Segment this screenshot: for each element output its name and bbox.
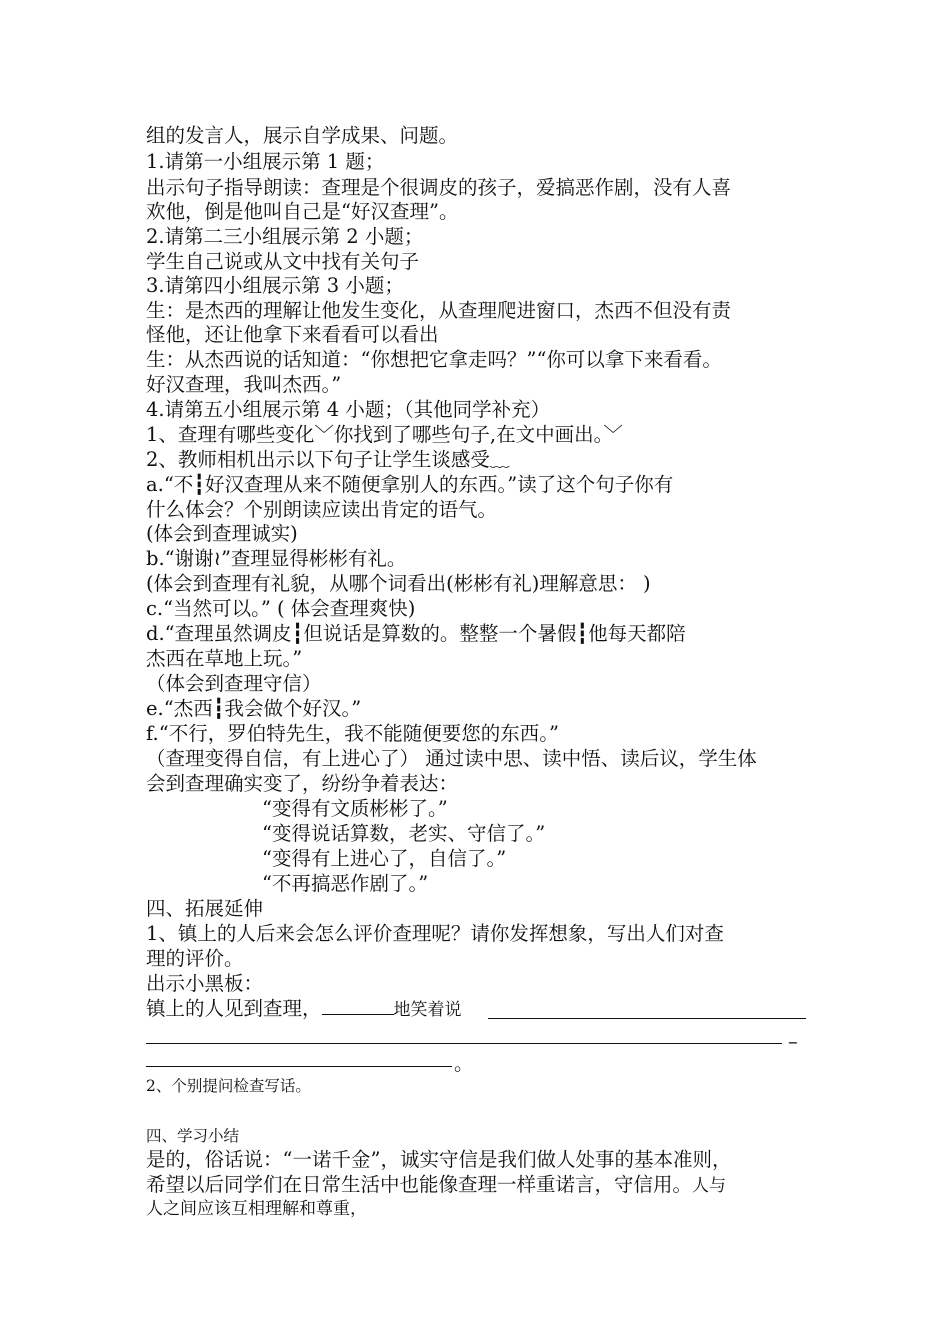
text-line: (体会到查理诚实) xyxy=(146,522,298,545)
quote-line: “变得说话算数，老实、守信了。” xyxy=(262,822,546,845)
fill-in-middle: 地笑着说 xyxy=(393,1000,462,1020)
text-line: 欢他，倒是他叫自己是“好汉查理”。 xyxy=(146,200,459,223)
text-line: 生：是杰西的理解让他发生变化，从查理爬进窗口，杰西不但没有责 xyxy=(146,299,732,322)
dash-mark: – xyxy=(788,1030,798,1053)
fill-in-lead: 镇上的人见到查理， xyxy=(146,997,322,1020)
text-line: a.“不┇好汉查理从来不随便拿别人的东西。”读了这个句子你有 xyxy=(146,473,674,496)
text-line: e.“杰西┇我会做个好汉。” xyxy=(146,697,362,720)
text-line: 1、镇上的人后来会怎么评价查理呢？请你发挥想象，写出人们对查 xyxy=(146,922,724,945)
end-mark: 。 xyxy=(454,1052,474,1075)
text-line: 什么体会？个别朗读应读出肯定的语气。 xyxy=(146,498,498,521)
text-line: 出示小黑板： xyxy=(146,972,264,995)
text-line: 是的，俗话说：“一诺千金”，诚实守信是我们做人处事的基本准则， xyxy=(146,1148,732,1171)
text-line: 杰西在草地上玩。” xyxy=(146,647,303,670)
text-line: 1、查理有哪些变化﹀你找到了哪些句子,在文中画出。﹀ xyxy=(146,423,623,446)
section-heading: 四、学习小结 xyxy=(146,1127,240,1145)
answer-blank xyxy=(146,1066,452,1067)
text-line: d.“查理虽然调皮┇但说话是算数的。整整一个暑假┇他每天都陪 xyxy=(146,622,686,645)
answer-blank xyxy=(488,1018,806,1019)
text-line: c.“当然可以。” ( 体会查理爽快) xyxy=(146,597,416,620)
answer-blank xyxy=(322,1010,394,1015)
text-line: （查理变得自信，有上进心了） 通过读中思、读中悟、读后议，学生体 xyxy=(146,747,757,770)
text-line: 学生自己说或从文中找有关句子 xyxy=(146,250,420,273)
text-line: 2.请第二三小组展示第 2 小题； xyxy=(146,225,424,248)
text-line: 2、个别提问检查写话。 xyxy=(146,1077,311,1095)
text-line: (体会到查理有礼貌，从哪个词看出(彬彬有礼)理解意思： ) xyxy=(146,572,651,595)
text-line: 组的发言人，展示自学成果、问题。 xyxy=(146,124,459,147)
quote-line: “不再搞恶作剧了。” xyxy=(262,872,429,895)
text-line: 理的评价。 xyxy=(146,947,244,970)
text-line: 怪他，还让他拿下来看看可以看出 xyxy=(146,323,439,346)
text-line: f.“不行，罗伯特先生，我不能随便要您的东西。” xyxy=(146,722,559,745)
quote-line: “变得有文质彬彬了。” xyxy=(262,797,448,820)
text-run: 人与 xyxy=(692,1176,727,1196)
quote-line: “变得有上进心了，自信了。” xyxy=(262,847,507,870)
text-line: 生：从杰西说的话知道：“你想把它拿走吗？”“你可以拿下来看看。 xyxy=(146,348,722,371)
text-run: 希望以后同学们在日常生活中也能像查理一样重诺言，守信用。 xyxy=(146,1173,693,1196)
text-line: 人之间应该互相理解和尊重， xyxy=(146,1199,367,1219)
text-line: 1.请第一小组展示第 1 题； xyxy=(146,150,385,173)
section-heading: 四、拓展延伸 xyxy=(146,897,264,920)
text-line: 好汉查理，我叫杰西。” xyxy=(146,373,342,396)
fill-in-line xyxy=(146,997,462,1022)
text-line: 3.请第四小组展示第 3 小题； xyxy=(146,274,404,297)
text-line: b.“谢谢≀”查理显得彬彬有礼。 xyxy=(146,547,407,570)
answer-blank xyxy=(146,1043,782,1044)
text-line: 4.请第五小组展示第 4 小题；（其他同学补充） xyxy=(146,398,551,421)
text-line xyxy=(146,1173,726,1198)
text-line: 2、教师相机出示以下句子让学生谈感受﹏ xyxy=(146,448,510,471)
text-line: 出示句子指导朗读：查理是个很调皮的孩子，爱搞恶作剧，没有人喜 xyxy=(146,176,732,199)
text-line: （体会到查理守信） xyxy=(146,672,322,695)
text-line: 会到查理确实变了，纷纷争着表达： xyxy=(146,772,459,795)
